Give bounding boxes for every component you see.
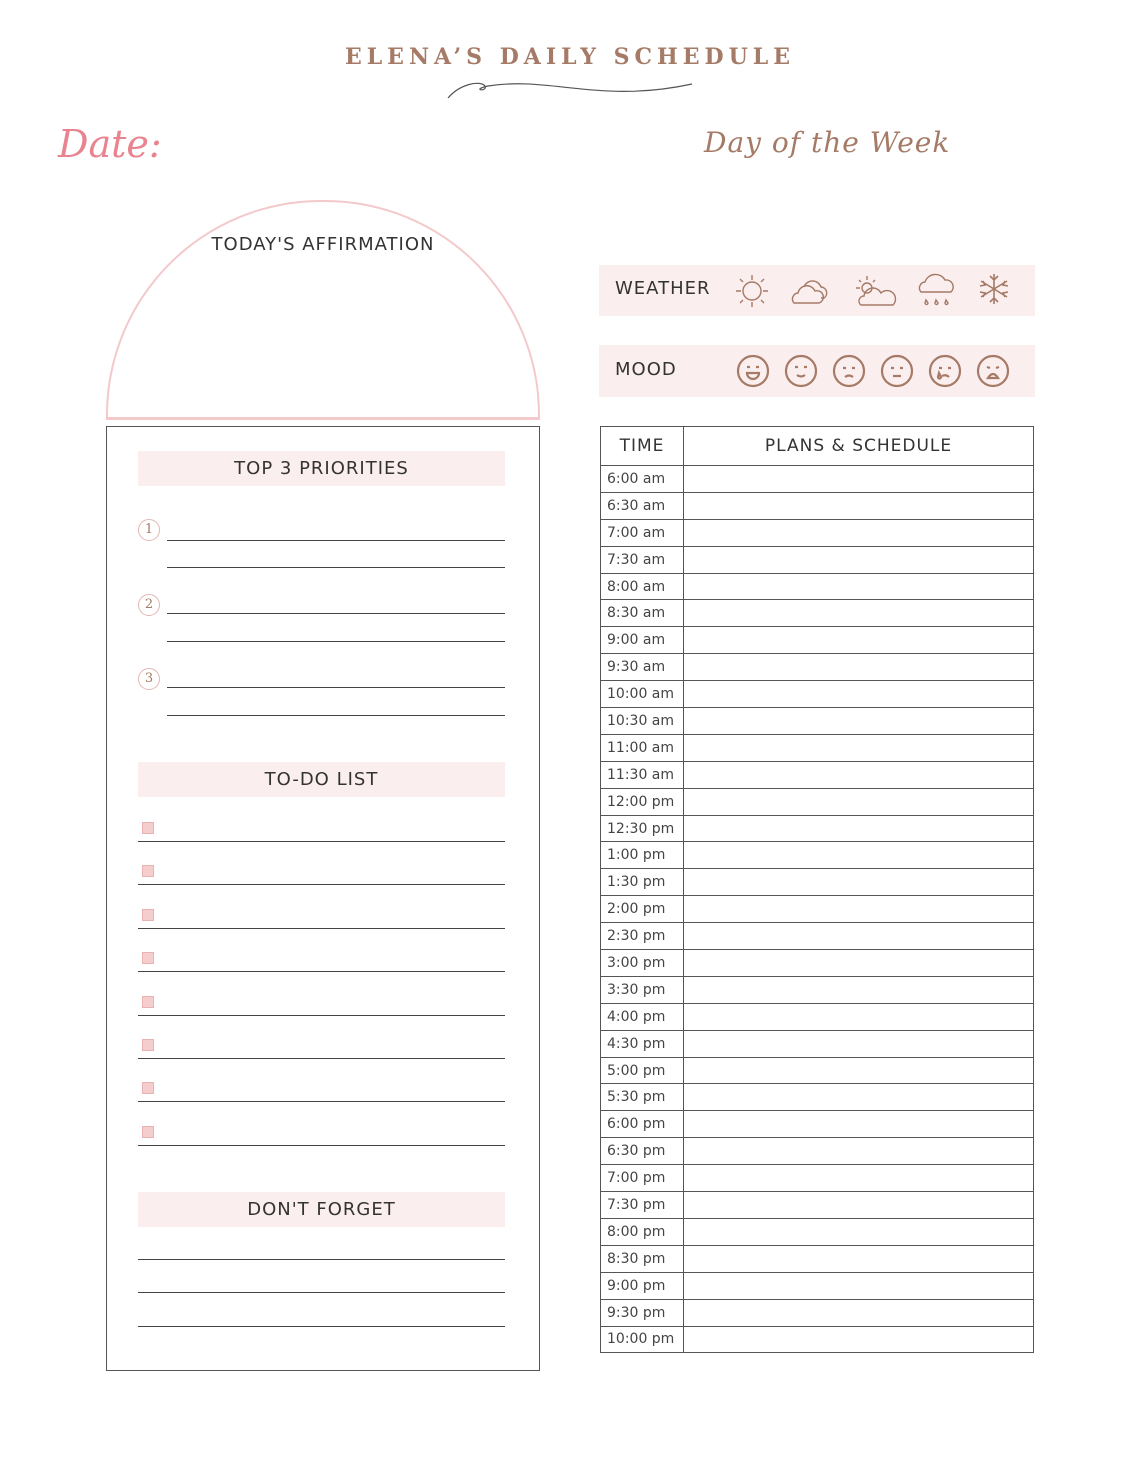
time-cell: 3:00 pm [601,950,684,977]
schedule-row [601,896,1034,923]
schedule-row [601,600,1034,627]
schedule-row [601,976,1034,1003]
time-cell: 9:30 am [601,654,684,681]
priority-line[interactable] [167,540,505,541]
sun-icon[interactable] [733,273,771,309]
schedule-row [601,466,1034,493]
plan-cell[interactable] [684,708,1034,735]
plan-cell[interactable] [684,627,1034,654]
plan-cell[interactable] [684,492,1034,519]
dont-forget-line[interactable] [138,1292,505,1293]
plan-cell[interactable] [684,923,1034,950]
schedule-row [601,546,1034,573]
time-cell: 10:00 pm [601,1326,684,1353]
schedule-row [601,1030,1034,1057]
schedule-row [601,681,1034,708]
time-cell: 7:00 am [601,519,684,546]
plan-cell[interactable] [684,1218,1034,1245]
schedule-row [601,1057,1034,1084]
time-cell: 6:30 pm [601,1138,684,1165]
schedule-row [601,923,1034,950]
plan-cell[interactable] [684,1272,1034,1299]
time-cell: 7:30 pm [601,1192,684,1219]
plan-cell[interactable] [684,1003,1034,1030]
plan-cell[interactable] [684,1084,1034,1111]
plan-cell[interactable] [684,842,1034,869]
schedule-row [601,1111,1034,1138]
time-cell: 9:30 pm [601,1299,684,1326]
schedule-row [601,869,1034,896]
schedule-row [601,573,1034,600]
plan-cell[interactable] [684,761,1034,788]
day-of-week-label[interactable]: Day of the Week [704,126,951,159]
schedule-row [601,1192,1034,1219]
schedule-row [601,950,1034,977]
todo-checkbox[interactable] [142,996,154,1008]
plan-cell[interactable] [684,600,1034,627]
crying-face-icon[interactable] [928,354,962,388]
time-cell: 9:00 am [601,627,684,654]
schedule-table [600,426,1034,1353]
plan-cell[interactable] [684,654,1034,681]
time-cell: 12:30 pm [601,815,684,842]
weather-bar [599,265,1035,316]
rain-icon[interactable] [917,272,957,310]
todo-checkbox[interactable] [142,822,154,834]
time-cell: 1:30 pm [601,869,684,896]
todo-heading: TO-DO LIST [138,762,505,797]
time-cell: 9:00 pm [601,1272,684,1299]
plan-cell[interactable] [684,950,1034,977]
plan-cell[interactable] [684,466,1034,493]
plan-cell[interactable] [684,1138,1034,1165]
partly-cloudy-icon[interactable] [853,273,899,309]
plan-cell[interactable] [684,1245,1034,1272]
date-label[interactable]: Date: [58,122,162,166]
time-cell: 8:00 pm [601,1218,684,1245]
affirmation-heading: TODAY'S AFFIRMATION [211,234,435,255]
time-cell: 4:30 pm [601,1030,684,1057]
dont-forget-heading: DON'T FORGET [138,1192,505,1227]
plan-cell[interactable] [684,1326,1034,1353]
todo-line[interactable] [138,884,505,885]
time-cell: 1:00 pm [601,842,684,869]
priority-line[interactable] [167,567,505,568]
time-cell: 8:00 am [601,573,684,600]
mood-bar [599,345,1035,397]
priority-line[interactable] [167,715,505,716]
priority-line[interactable] [167,641,505,642]
priority-number: 2 [138,594,160,616]
todo-line[interactable] [138,971,505,972]
time-cell: 7:00 pm [601,1165,684,1192]
dont-forget-line[interactable] [138,1326,505,1327]
time-cell: 6:30 am [601,492,684,519]
priority-line[interactable] [167,613,505,614]
plan-cell[interactable] [684,869,1034,896]
plan-cell[interactable] [684,734,1034,761]
clouds-icon[interactable] [790,275,834,307]
schedule-row [601,492,1034,519]
schedule-row [601,815,1034,842]
mood-label: MOOD [615,359,677,380]
schedule-row [601,1084,1034,1111]
time-cell: 4:00 pm [601,1003,684,1030]
time-cell: 5:30 pm [601,1084,684,1111]
schedule-row [601,761,1034,788]
todo-checkbox[interactable] [142,1039,154,1051]
schedule-row [601,627,1034,654]
plan-cell[interactable] [684,681,1034,708]
time-cell: 3:30 pm [601,976,684,1003]
plan-cell[interactable] [684,1111,1034,1138]
time-cell: 10:00 am [601,681,684,708]
sad-face-icon[interactable] [832,354,866,388]
priority-number: 3 [138,668,160,690]
plan-cell[interactable] [684,1299,1034,1326]
time-cell: 5:00 pm [601,1057,684,1084]
plan-cell[interactable] [684,1057,1034,1084]
time-cell: 7:30 am [601,546,684,573]
plan-cell[interactable] [684,976,1034,1003]
todo-line[interactable] [138,1101,505,1102]
time-column-header: TIME [601,427,684,466]
schedule-row [601,842,1034,869]
time-cell: 2:30 pm [601,923,684,950]
plan-cell[interactable] [684,1165,1034,1192]
schedule-row [601,519,1034,546]
snowflake-icon[interactable] [977,272,1011,306]
schedule-row [601,654,1034,681]
laughing-face-icon[interactable] [736,354,770,388]
page-title: ELENA’S DAILY SCHEDULE [344,44,796,70]
schedule-row [601,1245,1034,1272]
priority-line[interactable] [167,687,505,688]
schedule-row [601,1165,1034,1192]
plan-cell[interactable] [684,896,1034,923]
todo-checkbox[interactable] [142,909,154,921]
time-cell: 2:00 pm [601,896,684,923]
priority-number: 1 [138,519,160,541]
schedule-row [601,1272,1034,1299]
todo-line[interactable] [138,1015,505,1016]
schedule-row [601,708,1034,735]
time-cell: 8:30 am [601,600,684,627]
upset-face-icon[interactable] [976,354,1010,388]
flourish-divider [440,76,700,102]
weather-label: WEATHER [615,278,711,299]
schedule-row [601,1003,1034,1030]
schedule-row [601,1138,1034,1165]
plan-cell[interactable] [684,815,1034,842]
time-cell: 10:30 am [601,708,684,735]
plan-cell[interactable] [684,1030,1034,1057]
todo-checkbox[interactable] [142,1082,154,1094]
plan-cell[interactable] [684,788,1034,815]
schedule-row [601,734,1034,761]
schedule-row [601,788,1034,815]
schedule-row [601,1218,1034,1245]
plan-cell[interactable] [684,573,1034,600]
time-cell: 12:00 pm [601,788,684,815]
priorities-heading: TOP 3 PRIORITIES [138,451,505,486]
todo-checkbox[interactable] [142,952,154,964]
time-cell: 11:00 am [601,734,684,761]
plans-column-header: PLANS & SCHEDULE [684,427,1034,466]
schedule-row [601,1326,1034,1353]
time-cell: 6:00 am [601,466,684,493]
time-cell: 6:00 pm [601,1111,684,1138]
time-cell: 11:30 am [601,761,684,788]
todo-line[interactable] [138,1058,505,1059]
plan-cell[interactable] [684,519,1034,546]
plan-cell[interactable] [684,1192,1034,1219]
todo-checkbox[interactable] [142,865,154,877]
schedule-row [601,1299,1034,1326]
todo-line[interactable] [138,1145,505,1146]
todo-line[interactable] [138,841,505,842]
todo-checkbox[interactable] [142,1126,154,1138]
time-cell: 8:30 pm [601,1245,684,1272]
plan-cell[interactable] [684,546,1034,573]
smiling-face-icon[interactable] [784,354,818,388]
neutral-face-icon[interactable] [880,354,914,388]
dont-forget-line[interactable] [138,1259,505,1260]
todo-line[interactable] [138,928,505,929]
affirmation-arch[interactable] [106,200,540,420]
